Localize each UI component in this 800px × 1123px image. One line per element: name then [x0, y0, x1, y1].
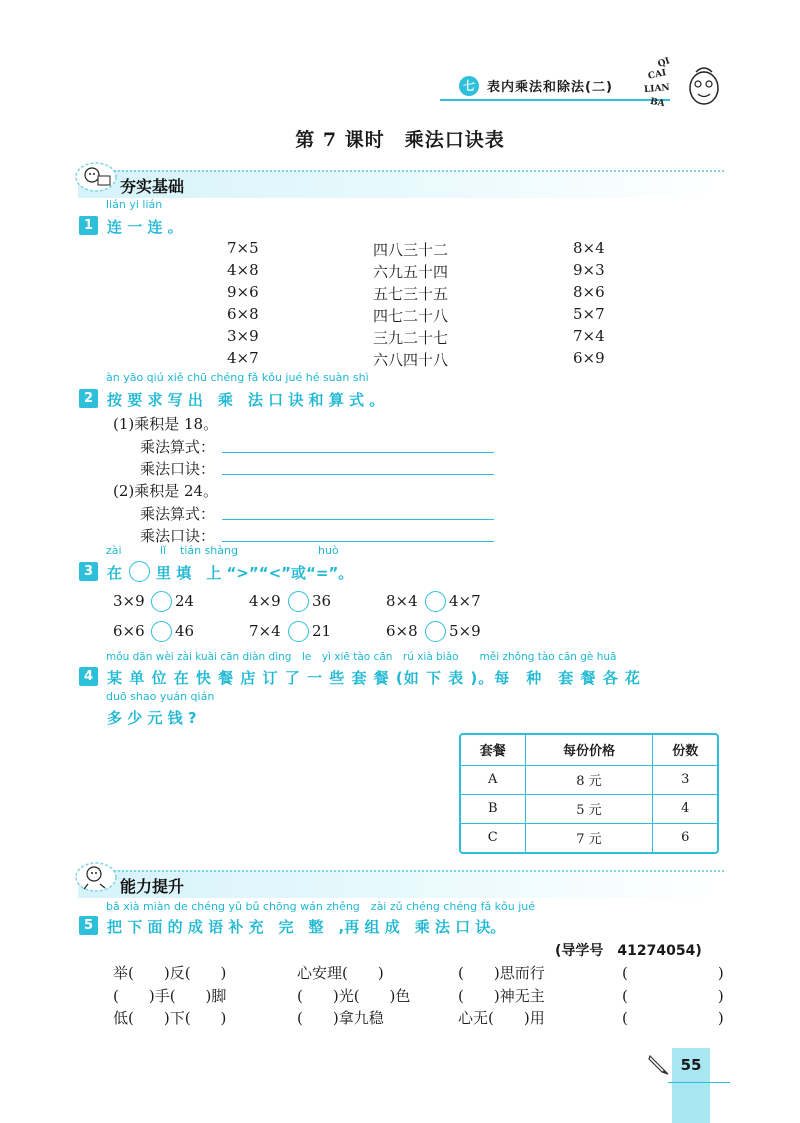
- q5-idiom[interactable]: 举( )反( ): [113, 964, 227, 982]
- q1-right-item[interactable]: 7×4: [573, 327, 605, 345]
- q5-idiom[interactable]: 心安理( ): [297, 964, 384, 982]
- table-cell: C: [461, 823, 525, 852]
- table-header-cell: 套餐: [461, 735, 525, 765]
- q3-compare-circle[interactable]: [288, 591, 309, 612]
- mascot-letter: QI: [656, 56, 672, 70]
- table-header-row: [461, 735, 717, 765]
- q3-text-zai: 在: [107, 564, 123, 582]
- table-row: [461, 794, 717, 823]
- section-title-advanced: 能力提升: [120, 877, 185, 896]
- q3-pinyin-zai: zài: [106, 544, 122, 557]
- q5-text: 把 下 面 的 成 语 补 充 完 整 ,再 组 成 乘 法 口 诀。: [107, 918, 506, 936]
- table-cell: 3: [653, 765, 717, 794]
- page-number: 55: [680, 1056, 702, 1074]
- q1-left-item[interactable]: 3×9: [227, 327, 259, 345]
- q2-rhyme-label: 乘法口诀：: [140, 460, 216, 478]
- q1-right-item[interactable]: 8×4: [573, 239, 605, 257]
- mascot-letter: LIAN: [643, 82, 671, 96]
- table-cell: 8 元: [525, 765, 653, 794]
- q1-text: 连 一 连 。: [107, 218, 183, 236]
- q5-idiom[interactable]: ( )思而行: [458, 964, 545, 982]
- table-cell: 6: [653, 823, 717, 852]
- table-header-cell: 份数: [653, 735, 717, 765]
- q5-rhyme-answer[interactable]: ( ): [622, 964, 724, 982]
- q2-number: 2: [79, 389, 98, 408]
- q1-left-item[interactable]: 6×8: [227, 305, 259, 323]
- q1-left-item[interactable]: 4×7: [227, 349, 259, 367]
- q1-pinyin: lián yi lián: [106, 198, 163, 211]
- chapter-title: 表内乘法和除法(二): [487, 80, 613, 95]
- q1-mid-item[interactable]: 六八四十八: [373, 351, 449, 369]
- q3-compare-circle[interactable]: [425, 591, 446, 612]
- q5-rhyme-answer[interactable]: ( ): [622, 987, 724, 1005]
- q1-mid-item[interactable]: 三九二十七: [373, 329, 449, 347]
- pencil-icon: [646, 1052, 672, 1078]
- q1-right-item[interactable]: 9×3: [573, 261, 605, 279]
- mascot-letters: [618, 56, 688, 116]
- q2-formula-label: 乘法算式：: [140, 505, 216, 523]
- lesson-title: 第 7 课时 乘法口诀表: [295, 129, 505, 151]
- q3-compare-circle[interactable]: [425, 621, 446, 642]
- q4-pinyin-line1: mǒu dān wèi zài kuài cān diàn dìng le yì xiē tào cān rú xià biǎo měi zhǒng tào cān gè huā: [106, 651, 617, 663]
- q1-number: 1: [79, 216, 98, 235]
- chapter-mark: 七: [459, 76, 479, 96]
- q5-idiom[interactable]: ( )神无主: [458, 987, 545, 1005]
- q2-formula-answer-line[interactable]: [222, 519, 494, 520]
- page-divider: [668, 1082, 730, 1083]
- q4-number: 4: [79, 667, 98, 686]
- table-cell: B: [461, 794, 525, 823]
- q1-mid-item[interactable]: 四七二十八: [373, 307, 449, 325]
- q2-formula-label: 乘法算式：: [140, 438, 216, 456]
- q5-pinyin: bǎ xià miàn de chéng yǔ bǔ chōng wán zhěng zài zǔ chéng chéng fǎ kǒu jué: [106, 900, 536, 913]
- q1-mid-item[interactable]: 五七三十五: [373, 285, 449, 303]
- q2-rhyme-answer-line[interactable]: [222, 474, 494, 475]
- q2-rhyme-label: 乘法口诀：: [140, 527, 216, 545]
- q1-right-item[interactable]: 6×9: [573, 349, 605, 367]
- q3-number: 3: [79, 562, 98, 581]
- q1-right-item[interactable]: 5×7: [573, 305, 605, 323]
- mascot-face-icon: [686, 62, 722, 108]
- q3-expr-left: 6×6: [113, 622, 145, 640]
- q5-number: 5: [79, 916, 98, 935]
- table-cell: A: [461, 765, 525, 794]
- q3-text: 里 填 上 “>”“<”或“=”。: [156, 564, 354, 582]
- guide-number: (导学号 41274054): [555, 943, 702, 959]
- q2-part1-label: (1)乘积是 18。: [113, 415, 219, 433]
- q2-text: 按 要 求 写 出 乘 法 口 诀 和 算 式 。: [107, 391, 385, 409]
- q3-expr-right: 24: [175, 592, 195, 610]
- table-row: [461, 823, 717, 852]
- q3-expr-left: 4×9: [249, 592, 281, 610]
- q2-formula-answer-line[interactable]: [222, 452, 494, 453]
- q5-idiom[interactable]: 低( )下( ): [113, 1009, 227, 1027]
- q1-left-item[interactable]: 7×5: [227, 239, 259, 257]
- q1-mid-item[interactable]: 四八三十二: [373, 241, 449, 259]
- q3-compare-circle[interactable]: [288, 621, 309, 642]
- price-table: [459, 733, 719, 854]
- q3-compare-circle[interactable]: [151, 591, 172, 612]
- q3-pinyin-li: lǐ: [160, 544, 167, 557]
- q4-pinyin-line2: duō shao yuán qián: [106, 690, 215, 703]
- q4-text-line2: 多 少 元 钱 ?: [107, 709, 197, 727]
- q5-idiom[interactable]: ( )光( )色: [297, 987, 411, 1005]
- q5-idiom[interactable]: ( )手( )脚: [113, 987, 227, 1005]
- table-row: [461, 765, 717, 794]
- q5-rhyme-answer[interactable]: ( ): [622, 1009, 724, 1027]
- q3-expr-right: 36: [312, 592, 332, 610]
- q3-pinyin-huo: huò: [318, 544, 339, 557]
- mascot-reading-icon: [72, 160, 122, 194]
- q3-expr-right: 21: [312, 622, 332, 640]
- q3-expr-right: 5×9: [449, 622, 481, 640]
- q3-expr-left: 3×9: [113, 592, 145, 610]
- q3-pinyin-tian: tián shàng: [180, 544, 238, 557]
- q2-rhyme-answer-line[interactable]: [222, 541, 494, 542]
- q1-left-item[interactable]: 9×6: [227, 283, 259, 301]
- q2-pinyin: àn yāo qiú xiě chū chéng fǎ kǒu jué hé suàn shì: [106, 371, 369, 384]
- q3-expr-right: 4×7: [449, 592, 481, 610]
- table-header-cell: 每份价格: [525, 735, 653, 765]
- mascot-running-icon: [72, 860, 122, 894]
- q3-expr-left: 8×4: [386, 592, 418, 610]
- q1-mid-item[interactable]: 六九五十四: [373, 263, 449, 281]
- mascot-letter: BA: [649, 96, 666, 110]
- q1-right-item[interactable]: 8×6: [573, 283, 605, 301]
- q3-expr-left: 7×4: [249, 622, 281, 640]
- q2-part2-label: (2)乘积是 24。: [113, 482, 219, 500]
- q5-idiom[interactable]: 心无( )用: [458, 1009, 545, 1027]
- table-cell: 5 元: [525, 794, 653, 823]
- q4-text-line1: 某 单 位 在 快 餐 店 订 了 一 些 套 餐 (如 下 表 )。每 种 套 餐 各 花: [107, 669, 641, 687]
- q3-compare-circle[interactable]: [151, 621, 172, 642]
- q3-expr-right: 46: [175, 622, 195, 640]
- q5-idiom[interactable]: ( )拿九稳: [297, 1009, 384, 1027]
- section-title-basics: 夯实基础: [120, 177, 185, 196]
- q3-circle-sample: [129, 561, 150, 582]
- table-cell: 7 元: [525, 823, 653, 852]
- q3-expr-left: 6×8: [386, 622, 418, 640]
- mascot-letter: CAI: [647, 68, 668, 82]
- q1-left-item[interactable]: 4×8: [227, 261, 259, 279]
- table-cell: 4: [653, 794, 717, 823]
